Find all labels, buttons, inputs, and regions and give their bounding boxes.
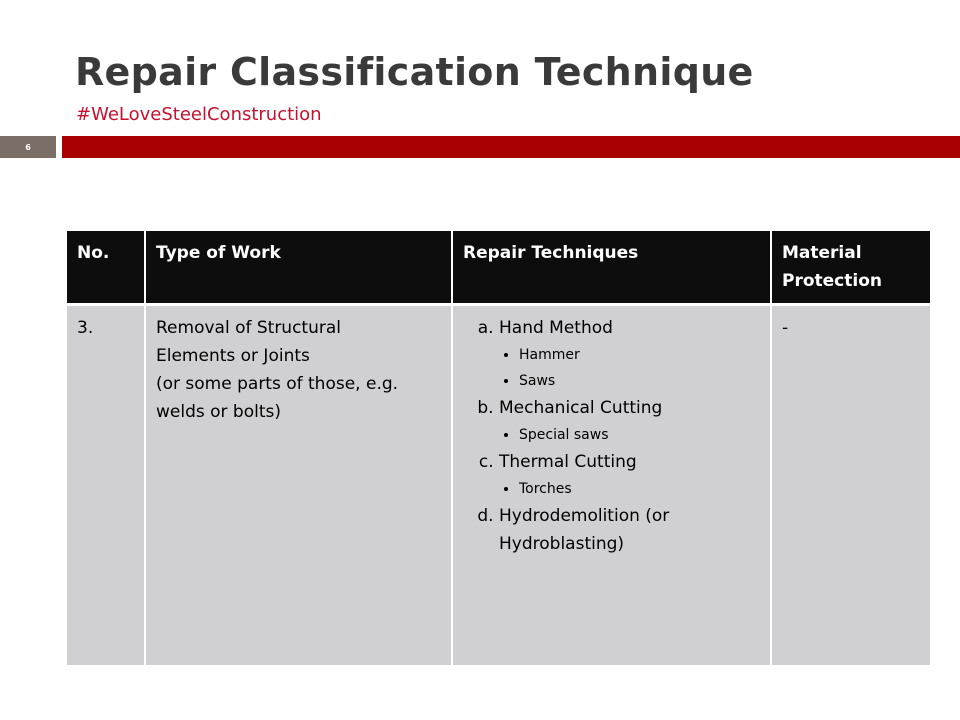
technique-label: Mechanical Cutting <box>499 398 663 418</box>
technique-subitem: • Hammer <box>519 342 760 368</box>
technique-item <box>499 502 760 558</box>
technique-subitem: • Special saws <box>519 422 760 448</box>
slide-number: 6 <box>0 136 56 158</box>
cell-repair-techniques <box>452 305 771 665</box>
work-line: Elements or Joints <box>156 346 310 366</box>
slide-subtitle: #WeLoveSteelConstruction <box>76 104 322 125</box>
cell-material-protection: - <box>771 305 930 665</box>
repair-table <box>67 231 930 665</box>
work-line: welds or bolts) <box>156 402 282 422</box>
accent-bar <box>62 136 960 158</box>
technique-item <box>499 394 760 448</box>
cell-no: 3. <box>67 305 145 665</box>
technique-item <box>499 448 760 502</box>
technique-subitem: • Saws <box>519 368 760 394</box>
header-no: No. <box>67 231 145 305</box>
technique-sublist <box>499 476 760 502</box>
table-row <box>67 305 930 665</box>
header-type-of-work: Type of Work <box>145 231 452 305</box>
technique-label: Thermal Cutting <box>499 452 637 472</box>
header-material-protection: Material Protection <box>771 231 930 305</box>
table-header-row <box>67 231 930 305</box>
header-repair-techniques: Repair Techniques <box>452 231 771 305</box>
technique-item <box>499 314 760 394</box>
slide-title: Repair Classification Technique <box>75 50 754 94</box>
work-line: (or some parts of those, e.g. <box>156 374 399 394</box>
technique-sublist <box>499 342 760 394</box>
work-line: Removal of Structural <box>156 318 341 338</box>
technique-label: Hand Method <box>499 318 613 338</box>
techniques-list <box>463 314 760 558</box>
technique-label: Hydrodemolition (or Hydroblasting) <box>499 506 670 554</box>
technique-sublist <box>499 422 760 448</box>
cell-type-of-work <box>145 305 452 665</box>
technique-subitem: • Torches <box>519 476 760 502</box>
